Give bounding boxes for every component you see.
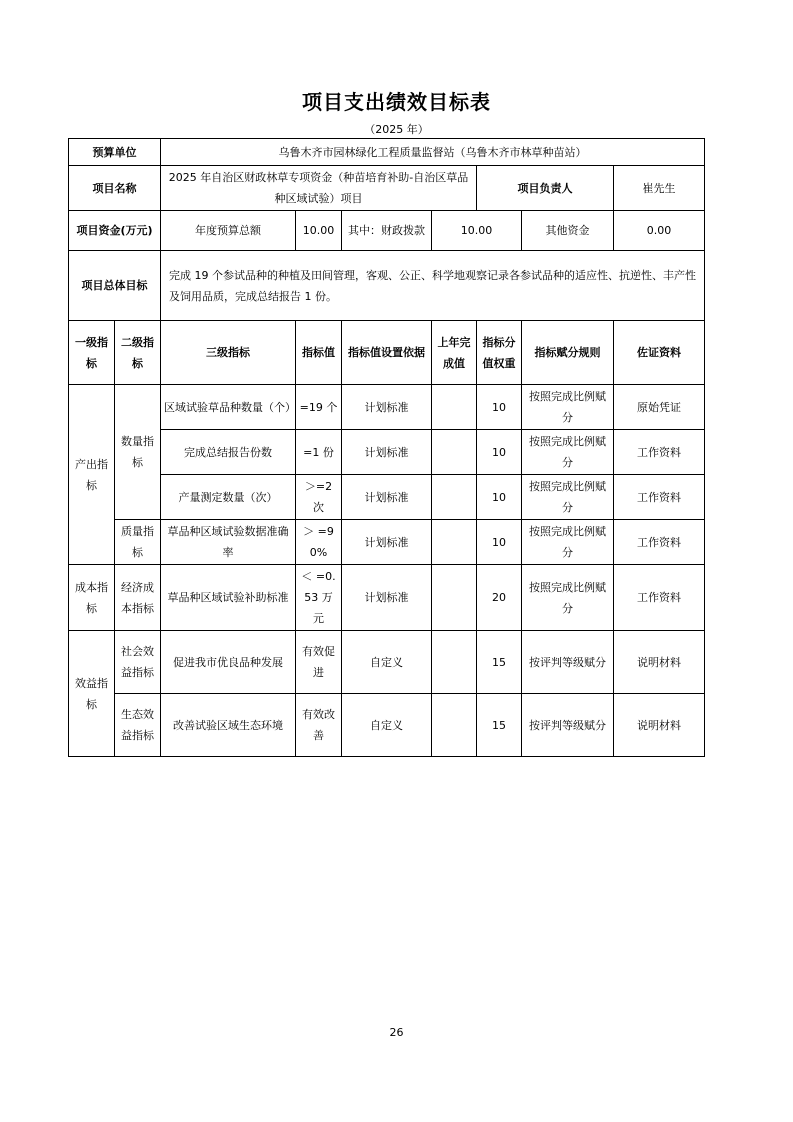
goal-row: [69, 251, 705, 321]
weight-cell: 20: [477, 565, 522, 631]
value-cell: =19 个: [296, 385, 342, 430]
evidence-cell: 工作资料: [614, 565, 705, 631]
value-cell: 有效促进: [296, 631, 342, 694]
basis-cell: 自定义: [342, 694, 432, 757]
value-cell: ＞ =90%: [296, 520, 342, 565]
project-name-label: 项目名称: [69, 166, 161, 211]
basis-cell: 自定义: [342, 631, 432, 694]
group-quantity: 数量指标: [115, 385, 161, 520]
basis-cell: 计划标准: [342, 520, 432, 565]
group-output: 产出指标: [69, 385, 115, 565]
weight-cell: 15: [477, 694, 522, 757]
indicator-cell: 促进我市优良品种发展: [161, 631, 296, 694]
rule-cell: 按照完成比例赋分: [522, 565, 614, 631]
weight-cell: 10: [477, 385, 522, 430]
last-year-cell: [432, 430, 477, 475]
table-row: [69, 430, 705, 475]
weight-cell: 15: [477, 631, 522, 694]
last-year-cell: [432, 694, 477, 757]
funds-row: [69, 211, 705, 251]
indicator-cell: 完成总结报告份数: [161, 430, 296, 475]
fiscal-value: 10.00: [432, 211, 522, 251]
table-row: [69, 694, 705, 757]
project-name-value: 2025 年自治区财政林草专项资金（种苗培育补助-自治区草品种区域试验）项目: [161, 166, 477, 211]
goal-label: 项目总体目标: [69, 251, 161, 321]
indicator-header-row: [69, 321, 705, 385]
page-title: 项目支出绩效目标表: [302, 90, 491, 114]
rule-cell: 按照完成比例赋分: [522, 385, 614, 430]
evidence-cell: 工作资料: [614, 475, 705, 520]
budget-unit-row: [69, 139, 705, 166]
other-funds-label: 其他资金: [522, 211, 614, 251]
goal-value: 完成 19 个参试品种的种植及田间管理，客观、公正、科学地观察记录各参试品种的适应性、抗逆性、丰产性及饲用品质，完成总结报告 1 份。: [161, 251, 705, 321]
evidence-cell: 工作资料: [614, 430, 705, 475]
fiscal-label: 其中：财政拨款: [342, 211, 432, 251]
last-year-cell: [432, 385, 477, 430]
year-label: （2025 年）: [364, 123, 429, 136]
performance-table: [68, 138, 705, 757]
header-basis: 指标值设置依据: [342, 321, 432, 385]
weight-cell: 10: [477, 520, 522, 565]
manager-label: 项目负责人: [477, 166, 614, 211]
weight-cell: 10: [477, 475, 522, 520]
table-row: [69, 631, 705, 694]
indicator-cell: 草品种区域试验补助标准: [161, 565, 296, 631]
rule-cell: 按照完成比例赋分: [522, 430, 614, 475]
indicator-cell: 产量测定数量（次）: [161, 475, 296, 520]
table-row: [69, 385, 705, 430]
indicator-cell: 改善试验区域生态环境: [161, 694, 296, 757]
manager-value: 崔先生: [614, 166, 705, 211]
group-social-benefit: 社会效益指标: [115, 631, 161, 694]
rule-cell: 按评判等级赋分: [522, 694, 614, 757]
annual-budget-label: 年度预算总额: [161, 211, 296, 251]
value-cell: =1 份: [296, 430, 342, 475]
funds-label: 项目资金(万元): [69, 211, 161, 251]
header-weight: 指标分值权重: [477, 321, 522, 385]
indicator-cell: 区域试验草品种数量（个）: [161, 385, 296, 430]
other-funds-value: 0.00: [614, 211, 705, 251]
last-year-cell: [432, 565, 477, 631]
budget-unit-value: 乌鲁木齐市园林绿化工程质量监督站（乌鲁木齐市林草种苗站）: [161, 139, 705, 166]
header-level1: 一级指标: [69, 321, 115, 385]
page-number: 26: [389, 1026, 404, 1039]
group-quality: 质量指标: [115, 520, 161, 565]
group-eco-benefit: 生态效益指标: [115, 694, 161, 757]
annual-budget-value: 10.00: [296, 211, 342, 251]
basis-cell: 计划标准: [342, 385, 432, 430]
project-name-row: [69, 166, 705, 211]
header-level2: 二级指标: [115, 321, 161, 385]
evidence-cell: 说明材料: [614, 631, 705, 694]
table-row: [69, 475, 705, 520]
table-row: [69, 565, 705, 631]
group-economic-cost: 经济成本指标: [115, 565, 161, 631]
evidence-cell: 原始凭证: [614, 385, 705, 430]
weight-cell: 10: [477, 430, 522, 475]
basis-cell: 计划标准: [342, 565, 432, 631]
rule-cell: 按照完成比例赋分: [522, 475, 614, 520]
value-cell: 有效改善: [296, 694, 342, 757]
value-cell: ＞=2 次: [296, 475, 342, 520]
last-year-cell: [432, 631, 477, 694]
last-year-cell: [432, 475, 477, 520]
basis-cell: 计划标准: [342, 430, 432, 475]
header-level3: 三级指标: [161, 321, 296, 385]
basis-cell: 计划标准: [342, 475, 432, 520]
header-evidence: 佐证资料: [614, 321, 705, 385]
group-cost: 成本指标: [69, 565, 115, 631]
group-benefit: 效益指标: [69, 631, 115, 757]
evidence-cell: 说明材料: [614, 694, 705, 757]
header-rule: 指标赋分规则: [522, 321, 614, 385]
value-cell: ＜ =0.53 万元: [296, 565, 342, 631]
header-last-year: 上年完成值: [432, 321, 477, 385]
budget-unit-label: 预算单位: [69, 139, 161, 166]
rule-cell: 按照完成比例赋分: [522, 520, 614, 565]
rule-cell: 按评判等级赋分: [522, 631, 614, 694]
table-row: [69, 520, 705, 565]
header-value: 指标值: [296, 321, 342, 385]
evidence-cell: 工作资料: [614, 520, 705, 565]
indicator-cell: 草品种区域试验数据准确率: [161, 520, 296, 565]
last-year-cell: [432, 520, 477, 565]
